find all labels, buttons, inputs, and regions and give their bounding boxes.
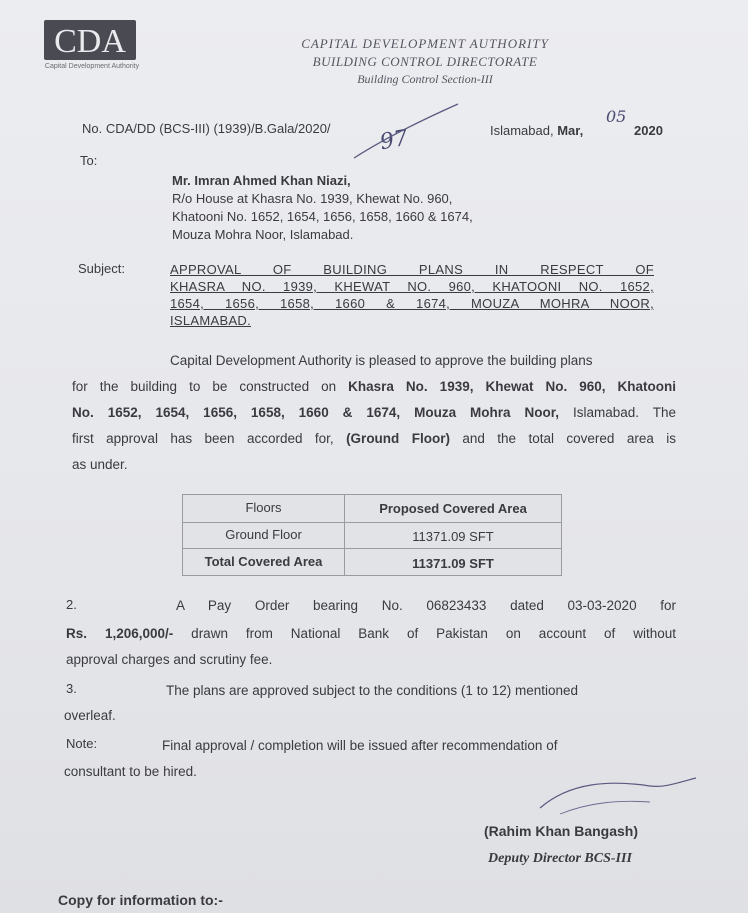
subject-line: ISLAMABAD.	[170, 313, 252, 328]
body-line	[72, 426, 676, 452]
org-name: CAPITAL DEVELOPMENT AUTHORITY	[301, 36, 549, 51]
body-bold: (Ground Floor)	[346, 431, 450, 446]
signatory-designation: Deputy Director BCS-III	[488, 851, 632, 866]
table-cell: Total Covered Area	[204, 554, 323, 569]
para3-line: The plans are approved subject to the conditions (1 to 12) mentioned	[166, 683, 579, 698]
logo-letters: CDA	[54, 23, 126, 60]
pen-stroke	[352, 100, 462, 160]
para-number: 3.	[66, 681, 77, 696]
body-line	[72, 400, 676, 426]
section-name: Building Control Section-III	[357, 72, 493, 86]
table-header: Proposed Covered Area	[379, 501, 527, 516]
body-text: for the building to be constructed on	[72, 379, 349, 394]
address-line: Mouza Mohra Noor, Islamabad.	[172, 227, 354, 242]
handwritten-ref-number: 97	[378, 125, 410, 156]
body-text: and the total covered area is	[449, 431, 676, 446]
para2-line: A Pay Order bearing No. 06823433 dated 03-03-2020 for	[176, 598, 676, 613]
para-number: 2.	[66, 597, 77, 612]
address-line: R/o House at Khasra No. 1939, Khewat No. 960,	[172, 191, 453, 206]
cda-logo	[44, 20, 136, 60]
body-line: Capital Development Authority is pleased to approve the building plans	[170, 353, 593, 368]
note-line: consultant to be hired.	[64, 764, 197, 779]
address-line: Khatooni No. 1652, 1654, 1656, 1658, 1660 & 1674,	[172, 209, 473, 224]
directorate-name: BUILDING CONTROL DIRECTORATE	[312, 54, 538, 69]
body-text: Islamabad. The	[559, 405, 677, 420]
subject-line: KHASRA NO. 1939, KHEWAT NO. 960, KHATOONI NO. 1652,	[170, 279, 654, 294]
table-cell: 11371.09 SFT	[412, 556, 494, 571]
note-label: Note:	[66, 736, 98, 751]
to-label: To:	[80, 153, 98, 168]
approval-paragraph	[72, 348, 676, 478]
covered-area-table	[182, 494, 562, 576]
addressee-name: Mr. Imran Ahmed Khan Niazi,	[172, 173, 351, 188]
note-line: Final approval / completion will be issued after recommendation of	[162, 738, 558, 753]
body-line	[72, 374, 676, 400]
date-month: Mar,	[557, 123, 584, 138]
para2-line	[66, 626, 676, 642]
handwritten-day: 05	[606, 107, 627, 126]
table-cell: Ground Floor	[225, 527, 302, 542]
para3-line: overleaf.	[64, 708, 116, 723]
subject-line: APPROVAL OF BUILDING PLANS IN RESPECT OF	[170, 262, 654, 277]
body-line: as under.	[72, 457, 128, 472]
table-cell: 11371.09 SFT	[412, 529, 494, 544]
reference-number: No. CDA/DD (BCS-III) (1939)/B.Gala/2020/	[82, 121, 331, 136]
copy-label: Copy for information to:-	[58, 892, 223, 908]
body-text: first approval has been accorded for,	[72, 431, 347, 446]
para2-line: approval charges and scrutiny fee.	[66, 652, 273, 667]
table-header: Floors	[245, 500, 282, 515]
subject-label: Subject:	[78, 261, 125, 276]
place-date	[490, 123, 583, 139]
body-bold: No. 1652, 1654, 1656, 1658, 1660 & 1674, Mouza Mohra Noor,	[72, 405, 560, 420]
subject-line: 1654, 1656, 1658, 1660 & 1674, MOUZA MOHRA NOOR,	[170, 296, 654, 311]
para2-text: drawn from National Bank of Pakistan on account of without	[173, 626, 676, 641]
signatory-name: (Rahim Khan Bangash)	[484, 823, 639, 839]
amount: Rs. 1,206,000/-	[66, 626, 174, 641]
place-prefix: Islamabad,	[490, 123, 558, 138]
body-bold: Khasra No. 1939, Khewat No. 960, Khatooni	[348, 379, 676, 394]
signature	[500, 772, 700, 822]
date-year: 2020	[634, 123, 663, 138]
logo-subtitle: Capital Development Authority	[44, 63, 140, 70]
